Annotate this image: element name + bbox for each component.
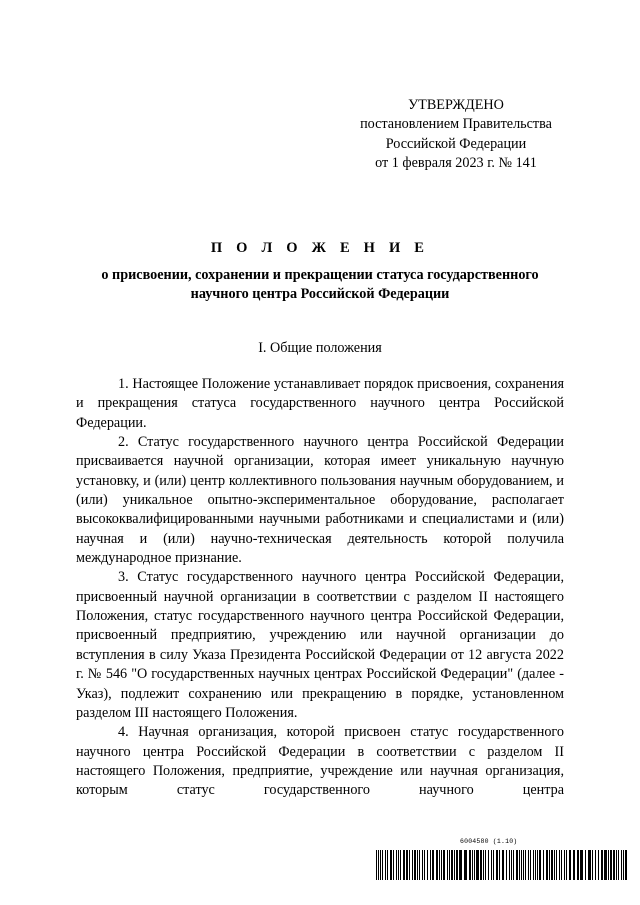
paragraph-1: 1. Настоящее Положение устанавливает порядок присвоения, сохранения и прекращения статуса государственного научного центра Российской Федерации. <box>76 376 564 431</box>
document-title: П О Л О Ж Е Н И Е <box>210 240 430 256</box>
approval-title: УТВЕРЖДЕНО <box>408 97 504 113</box>
paragraph-3: 3. Статус государственного научного центра Российской Федерации, присвоенный научной организации в соответствии с разделом II настоящего Положения, статус государственного научного центра Российской Федерации, присвоенный предприятию, учреждению или научной организации до вступления в силу Указа Президента Российской Федерации от 12 августа 2022 г. № 546 "О государственных научных центрах Российской Федерации" (далее - Указ), подлежит сохранению или прекращению в порядке, установленном разделом III настоящего Положения. <box>76 569 564 721</box>
barcode-image <box>376 850 630 880</box>
document-subtitle-line-2: научного центра Российской Федерации <box>190 286 450 302</box>
document-body <box>76 375 564 801</box>
barcode-footer <box>376 838 630 882</box>
section-title: I. Общие положения <box>258 340 382 356</box>
document-subtitle <box>70 266 570 304</box>
barcode-label: 6004580 (1.10) <box>460 838 518 845</box>
approval-line-1: постановлением Правительства <box>360 116 552 133</box>
paragraph-2: 2. Статус государственного научного центра Российской Федерации присваивается научной организации, которая имеет уникальную научную установку, и (или) центр коллективного пользования научным оборудованием, и (или) уникальное опытно-экспериментальное оборудование, располагает высококвалифицированными научными работниками и специалистами и (или) научная и (или) научно-техническая деятельность которой получила международное признание. <box>76 434 564 567</box>
document-subtitle-line-1: о присвоении, сохранении и прекращении статуса государственного <box>101 267 539 283</box>
paragraph-4: 4. Научная организация, которой присвоен статус государственного научного центра Российской Федерации в соответствии с разделом II настоящего Положения, предприятие, учреждение или научная организация, которым статус государственного научного центра <box>76 724 564 799</box>
approval-line-2: Российской Федерации <box>385 135 527 152</box>
approval-block <box>340 96 572 173</box>
approval-line-3: от 1 февраля 2023 г. № 141 <box>375 154 537 171</box>
